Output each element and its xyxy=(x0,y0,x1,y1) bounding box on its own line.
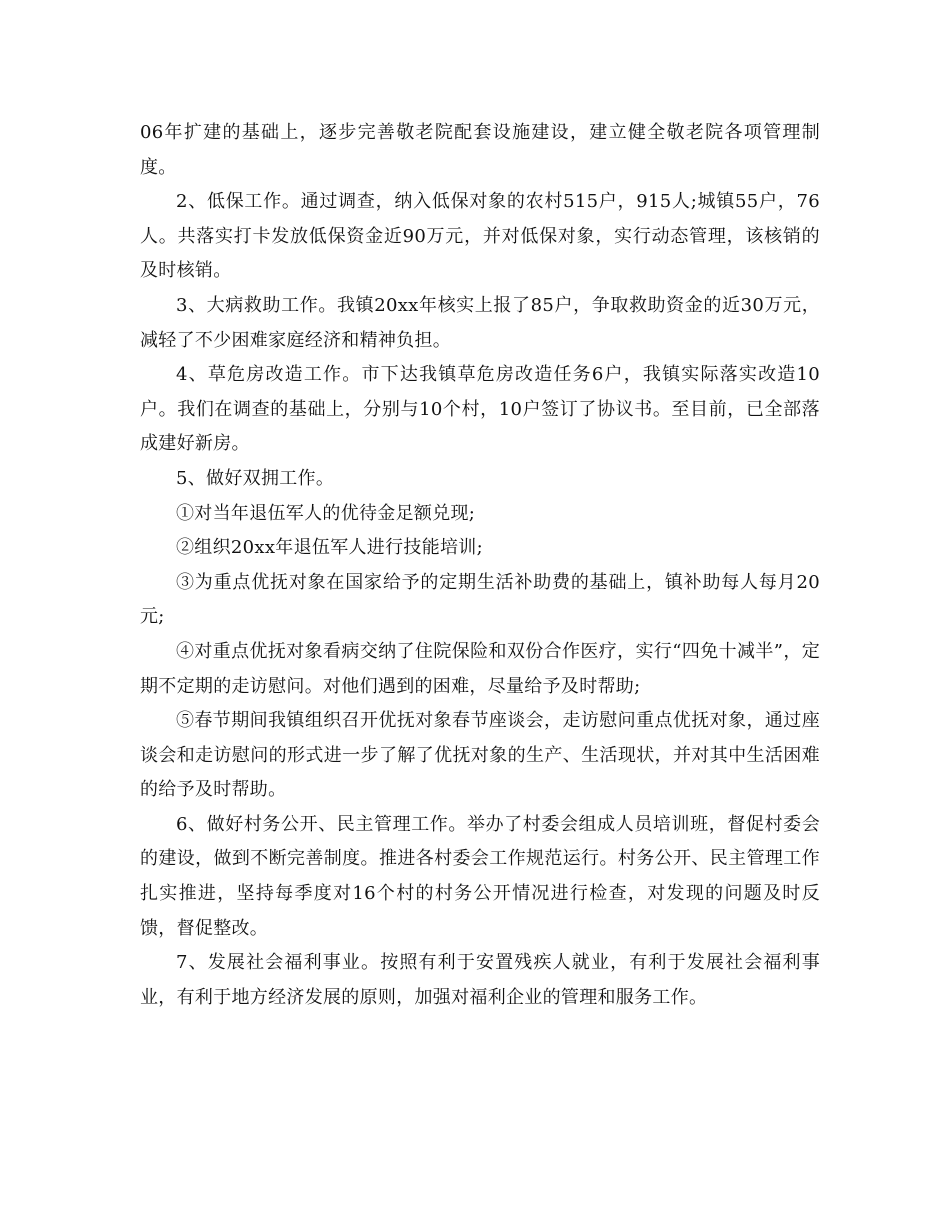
paragraph-low-income-work: 2、低保工作。通过调查，纳入低保对象的农村515户，915人;城镇55户，76人。共落实打卡发放低保资金近90万元，并对低保对象，实行动态管理，该核销的及时核销。 xyxy=(140,191,820,282)
paragraph-continuation: 06年扩建的基础上，逐步完善敬老院配套设施建设，建立健全敬老院各项管理制度。 xyxy=(140,122,820,178)
document-body xyxy=(140,116,820,1015)
list-item-2: ②组织20xx年退伍军人进行技能培训; xyxy=(176,537,483,559)
list-item-4: ④对重点优抚对象看病交纳了住院保险和双份合作医疗，实行“四免十减半”，定期不定期的走访慰问。对他们遇到的困难，尽量给予及时帮助; xyxy=(140,640,820,697)
paragraph-dilapidated-housing: 4、草危房改造工作。市下达我镇草危房改造任务6户，我镇实际落实改造10户。我们在调查的基础上，分别与10个村，10户签订了协议书。至目前，已全部落成建好新房。 xyxy=(140,364,820,455)
list-item-3: ③为重点优抚对象在国家给予的定期生活补助费的基础上，镇补助每人每月20元; xyxy=(140,571,820,628)
list-item-5: ⑤春节期间我镇组织召开优抚对象春节座谈会，走访慰问重点优抚对象，通过座谈会和走访慰问的形式进一步了解了优抚对象的生产、生活现状，并对其中生活困难的给予及时帮助。 xyxy=(140,710,820,801)
list-item-1: ①对当年退伍军人的优待金足额兑现; xyxy=(176,502,476,524)
paragraph-serious-illness-aid: 3、大病救助工作。我镇20xx年核实上报了85户，争取救助资金的近30万元，减轻了不少困难家庭经济和精神负担。 xyxy=(140,294,820,351)
paragraph-military-support-heading: 5、做好双拥工作。 xyxy=(176,467,335,489)
paragraph-social-welfare: 7、发展社会福利事业。按照有利于安置残疾人就业，有利于发展社会福利事业，有利于地方经济发展的原则，加强对福利企业的管理和服务工作。 xyxy=(140,952,820,1008)
paragraph-village-affairs: 6、做好村务公开、民主管理工作。举办了村委会组成人员培训班，督促村委会的建设，做到不断完善制度。推进各村委会工作规范运行。村务公开、民主管理工作扎实推进，坚持每季度对16个村的村务公开情况进行检查，对发现的问题及时反馈，督促整改。 xyxy=(140,813,820,939)
